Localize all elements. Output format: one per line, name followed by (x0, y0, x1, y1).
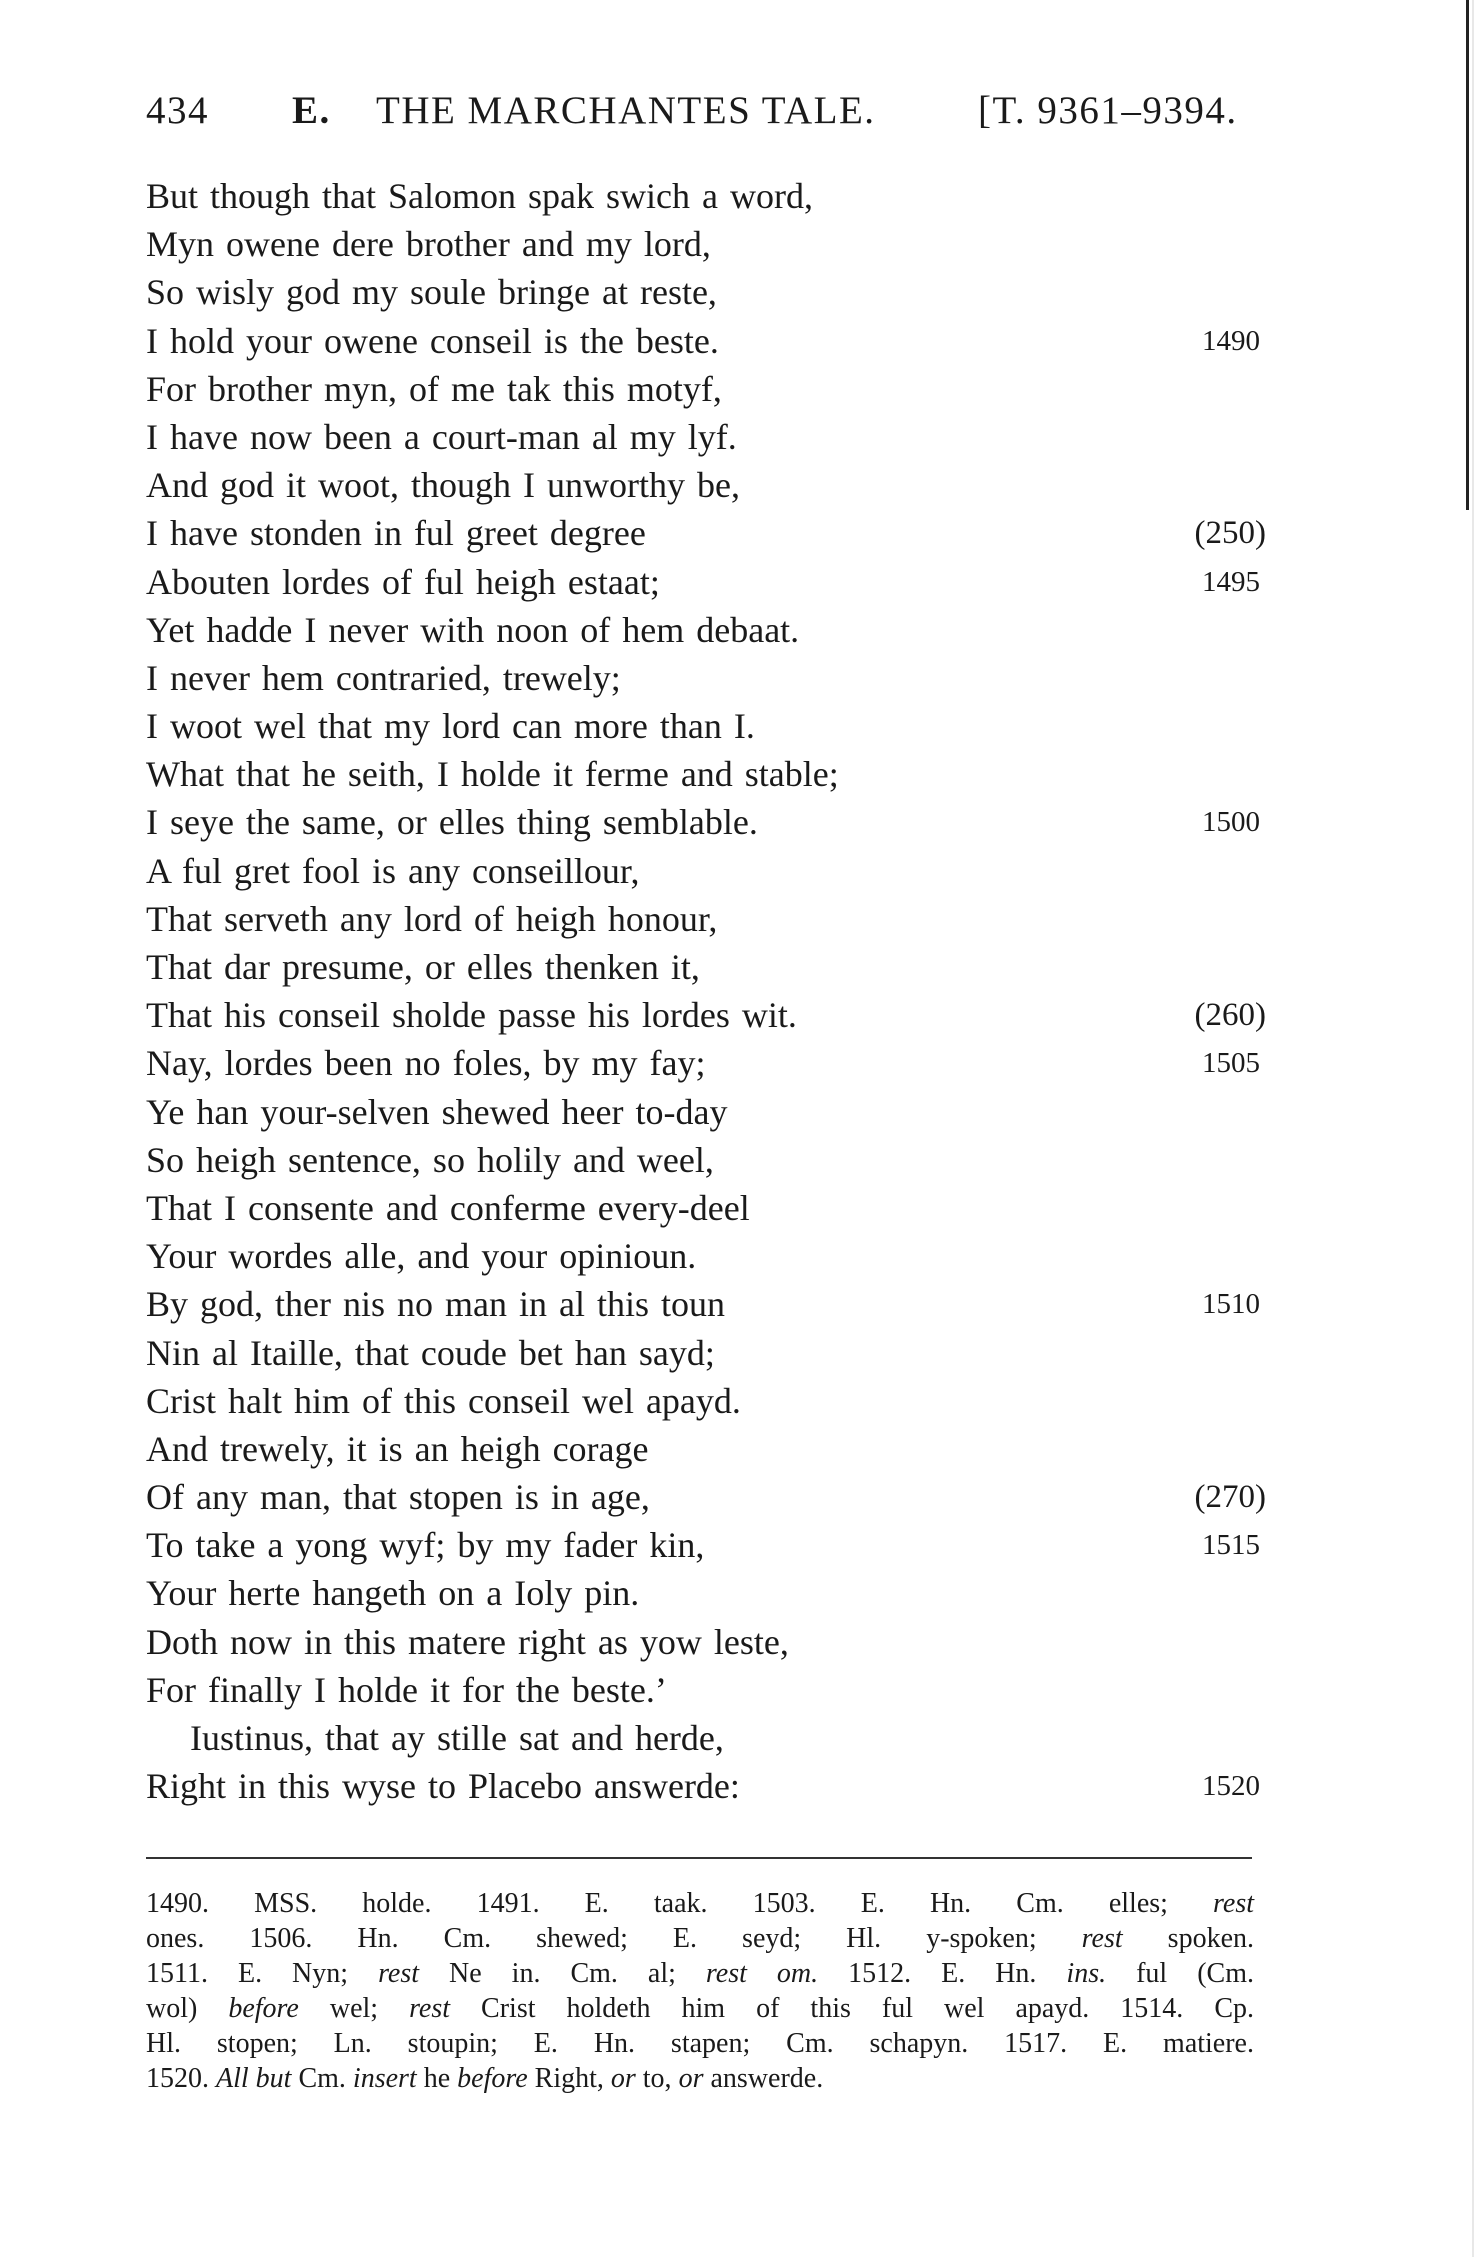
verse-line (146, 1377, 1266, 1425)
verse-text: Iustinus, that ay stille sat and herde, (190, 1718, 724, 1758)
verse-line (146, 1473, 1266, 1521)
verse-text: To take a yong wyf; by my fader kin, (146, 1525, 705, 1566)
verse-line (146, 654, 1266, 702)
verse-line (146, 1425, 1266, 1473)
verse-line (146, 1280, 1266, 1328)
footnote-line: 1490. MSS. holde. 1491. E. taak. 1503. E. Hn. Cm. elles; rest (146, 1888, 1254, 1919)
verse-line (146, 991, 1266, 1039)
line-number: 1500 (1202, 806, 1260, 839)
verse-text: Myn owene dere brother and my lord, (146, 224, 711, 265)
verse-block (146, 172, 1266, 1810)
line-number: (250) (1194, 515, 1266, 552)
verse-text: I seye the same, or elles thing semblable. (146, 802, 758, 843)
footnote-rule (146, 1857, 1252, 1859)
verse-text: I have now been a court-man al my lyf. (146, 416, 737, 457)
verse-text: Your wordes alle, and your opinioun. (146, 1236, 697, 1277)
line-number: 1490 (1202, 324, 1260, 357)
verse-line (146, 1714, 1266, 1762)
line-number: (270) (1194, 1479, 1266, 1516)
verse-line (146, 1232, 1266, 1280)
verse-text: That serveth any lord of heigh honour, (146, 898, 718, 939)
verse-line (146, 750, 1266, 798)
verse-text: And god it woot, though I unworthy be, (146, 465, 740, 506)
running-header (146, 88, 1256, 144)
footnote-line: ones. 1506. Hn. Cm. shewed; E. seyd; Hl. y-spoken; rest spoken. (146, 1923, 1254, 1954)
verse-line (146, 1088, 1266, 1136)
line-number: 1510 (1202, 1288, 1260, 1321)
line-number: 1515 (1202, 1529, 1260, 1562)
verse-text: But though that Salomon spak swich a word, (146, 176, 813, 216)
verse-text: That his conseil sholde passe his lordes wit. (146, 995, 797, 1036)
verse-text: Abouten lordes of ful heigh estaat; (146, 561, 660, 602)
verse-text: Right in this wyse to Placebo answerde: (146, 1766, 740, 1807)
verse-line (146, 317, 1266, 365)
verse-line (146, 1618, 1266, 1666)
verse-text: Of any man, that stopen is in age, (146, 1477, 650, 1518)
verse-text: Doth now in this matere right as yow leste, (146, 1621, 789, 1662)
verse-line (146, 1569, 1266, 1617)
verse-text: I hold your owene conseil is the beste. (146, 320, 719, 361)
verse-line (146, 798, 1266, 846)
verse-text: And trewely, it is an heigh corage (146, 1428, 649, 1469)
page-number: 434 (146, 89, 209, 132)
verse-text: I woot wel that my lord can more than I. (146, 706, 755, 747)
verse-line (146, 943, 1266, 991)
verse-line (146, 847, 1266, 895)
verse-text: Yet hadde I never with noon of hem debaat. (146, 609, 800, 650)
verse-text: Your herte hangeth on a Ioly pin. (146, 1573, 640, 1614)
verse-line (146, 365, 1266, 413)
footnote-line: 1520. All but Cm. insert he before Right, or to, or answerde. (146, 2063, 824, 2094)
verse-line (146, 172, 1266, 220)
verse-line (146, 509, 1266, 557)
verse-text: I have stonden in ful greet degree (146, 513, 646, 554)
verse-text: That dar presume, or elles thenken it, (146, 947, 700, 987)
verse-text: For finally I holde it for the beste.’ (146, 1669, 667, 1710)
verse-text: That I consente and conferme every-deel (146, 1187, 750, 1228)
verse-text: Ye han your-selven shewed heer to-day (146, 1091, 728, 1132)
verse-text: By god, ther nis no man in al this toun (146, 1284, 725, 1325)
verse-line (146, 1184, 1266, 1232)
verse-line (146, 268, 1266, 316)
verse-line (146, 895, 1266, 943)
verse-line (146, 1762, 1266, 1810)
verse-line (146, 1521, 1266, 1569)
verse-line (146, 1329, 1266, 1377)
verse-text: A ful gret fool is any conseillour, (146, 850, 640, 891)
scan-edge-line (1466, 0, 1469, 510)
verse-text: Nin al Itaille, that coude bet han sayd; (146, 1332, 715, 1373)
verse-text: So heigh sentence, so holily and weel, (146, 1139, 714, 1180)
line-number: (260) (1194, 997, 1266, 1034)
verse-line (146, 606, 1266, 654)
verse-line (146, 1136, 1266, 1184)
verse-line (146, 1666, 1266, 1714)
verse-line (146, 220, 1266, 268)
line-range: [T. 9361–9394. (978, 89, 1238, 132)
tale-title: THE MARCHANTES TALE. (376, 89, 876, 132)
line-number: 1495 (1202, 565, 1260, 598)
verse-text: Crist halt him of this conseil wel apayd. (146, 1380, 741, 1421)
line-number: 1520 (1202, 1770, 1260, 1803)
scan-edge-shadow (1472, 0, 1474, 2257)
footnote-line: Hl. stopen; Ln. stoupin; E. Hn. stapen; Cm. schapyn. 1517. E. matiere. (146, 2028, 1254, 2059)
section-letter: E. (292, 89, 331, 132)
footnotes (146, 1886, 1254, 2096)
footnote-line: wol) before wel; rest Crist holdeth him of this ful wel apayd. 1514. Cp. (146, 1993, 1254, 2024)
line-number: 1505 (1202, 1047, 1260, 1080)
verse-text: What that he seith, I holde it ferme and stable; (146, 754, 839, 795)
verse-line (146, 413, 1266, 461)
verse-line (146, 1039, 1266, 1087)
verse-line (146, 702, 1266, 750)
verse-text: For brother myn, of me tak this motyf, (146, 368, 722, 409)
verse-line (146, 461, 1266, 509)
verse-text: Nay, lordes been no foles, by my fay; (146, 1043, 706, 1084)
footnote-line: 1511. E. Nyn; rest Ne in. Cm. al; rest om. 1512. E. Hn. ins. ful (Cm. (146, 1958, 1254, 1989)
verse-text: So wisly god my soule bringe at reste, (146, 272, 717, 313)
verse-text: I never hem contraried, trewely; (146, 657, 621, 698)
verse-line (146, 558, 1266, 606)
